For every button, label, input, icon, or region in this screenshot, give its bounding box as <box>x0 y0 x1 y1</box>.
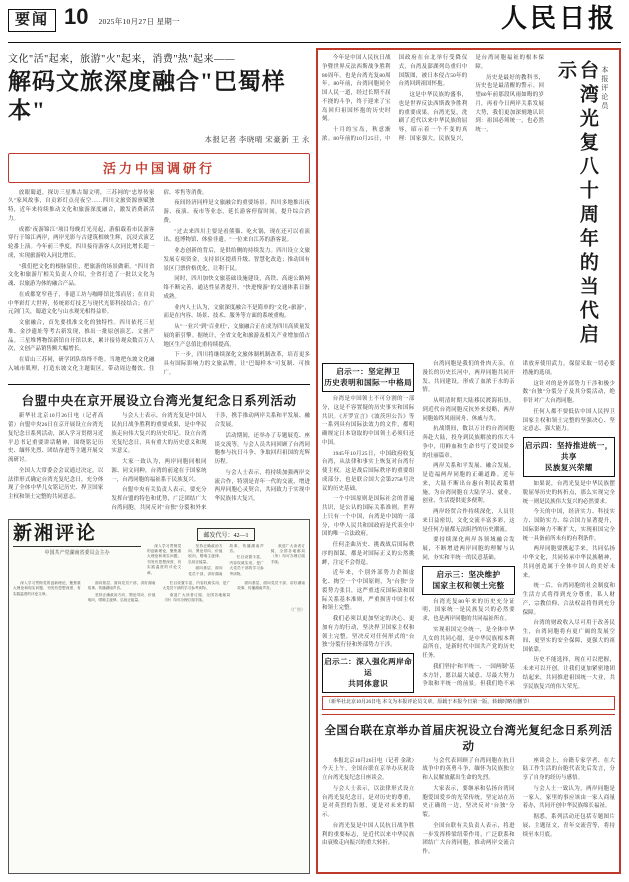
advertisement-header <box>13 524 305 577</box>
second-story-paragraph: 活动期间，还举办了专题展览、座谈交流等，与会人员共同回顾了台湾同胞参与抗日斗争、争取回归祖国的光辉历程。 <box>214 432 310 466</box>
second-story-body <box>8 412 310 512</box>
feature-lead-columns <box>322 54 544 144</box>
lead-paragraph: 在成都宽窄巷子，非遗工坊与咖啡馆比邻而居；在自贡中华彩灯大世界，传统彩灯技艺与现代光影科技结合；在广元剑门关，蜀道文化与山水观光相得益彰。 <box>8 291 155 316</box>
feature-section-heading-line2: 历史表明和国际一中格局 <box>324 378 413 387</box>
feature-top <box>322 54 615 360</box>
feature-paragraph: 抗战期间，数以万计的台湾同胞奔赴大陆，投身到民族解放的伟大斗争中，用鲜血和生命书写了爱国爱乡的壮丽篇章。 <box>422 426 515 459</box>
advertisement-paragraph: 深入学习贯彻党的创新理论，聚焦重大理论和现实问题，刊发有思想深度、有实践温度的评论文章。 <box>13 580 81 596</box>
feature-paragraph: 今年是中国人民抗日战争暨世界反法西斯战争胜利80周年，也是台湾光复80周年。80年前，台湾同胞同全国人民一道，经过长期不屈不挠的斗争，终于迎来了宝岛回归祖国怀抱的历史时刻。 <box>322 55 391 123</box>
advertisement-text <box>147 544 305 577</box>
lead-headline: 解码文旅深度融合"巴蜀样本" <box>8 69 286 123</box>
advertisement-brand <box>13 524 141 558</box>
advertisement-paragraph: 欢迎广大读者订阅，全国各地邮局（所）均可办理订阅手续。 <box>270 543 305 564</box>
bottom-story-paragraph: 台湾光复是中国人民抗日战争胜利的重要标志，是近代以来中华民族由衰败走向振兴的重大转折。 <box>322 822 415 847</box>
advertisement-subtitle: 中国共产党湖南省委员会主办 <box>44 550 110 556</box>
campaign-banner: 活力中国调研行 <box>8 153 310 183</box>
feature-paragraph: 今天的中国，经济实力、科技实力、国防实力、综合国力显著提升，国际影响力不断扩大，实现祖国完全统一具备前所未有的有利条件。 <box>522 509 615 542</box>
feature-section-heading-1 <box>322 363 414 392</box>
bottom-story-paragraph: 与会代表回顾了台湾同胞在抗日战争中的英勇斗争，缅怀为民族独立和人民解放献出生命的先烈。 <box>422 757 515 782</box>
advertisement-masthead: 新湘评论 <box>13 524 141 547</box>
feature-paragraph: 如果说，台湾光复是中华民族摆脱屈辱历史的转折点，那么实现完全统一则是民族伟大复兴的必然要求。 <box>522 481 615 505</box>
left-column <box>8 48 310 874</box>
lead-paragraph: "我们把文化的根脉留住，把旅游的场景做新。"四川省文化和旅游厅相关负责人介绍，全省打造了一批以文化为魂、以旅游为体的融合产品。 <box>8 263 155 287</box>
advertisement-facsimile <box>8 519 310 874</box>
feature-paragraph: 台湾是中国领土不可分割的一部分，这是不容置疑的历史事实和国际共识。《开罗宣言》《波茨坦公告》等一系列具有国际法效力的文件，都明确规定日本窃取的中国领土必须归还中国。 <box>322 396 415 446</box>
feature-lead-body <box>322 54 544 144</box>
feature-paragraph: 从明清时期大陆移民渡海拓垦，到近代台湾同胞反抗外来侵略，两岸同胞始终风雨同舟、休戚与共。 <box>422 398 515 422</box>
feature-paragraph: 我们坚持"和平统一、一国两制"基本方针，愿以最大诚意、尽最大努力争取和平统一的前景。但我们绝不承诺放弃使用武力，保留采取一切必要措施的选项。 <box>422 361 615 688</box>
feature-section-heading-line2: 共同体意识 <box>348 679 389 688</box>
feature-paragraph: 任何人都不要低估中国人民捍卫国家主权和领土完整的坚强决心、坚定意志、强大能力。 <box>522 408 615 433</box>
page-number: 10 <box>64 4 89 29</box>
feature-paragraph: 台湾的财政收入尽可用于改善民生，台湾同胞将有更广阔的发展空间、更坚实的安全保障、更强大的祖国依靠。 <box>522 620 615 653</box>
feature-paragraph: 历史是最好的教科书，历史也是最清醒的警示。回望80年前那段风雨如晦的岁月，再看今日两岸关系发展大势，我们更加深刻地认识到：祖国必须统一，也必然统一。 <box>475 74 544 133</box>
second-story-paragraph: 与会人士表示，将持续加强两岸交流合作，特别是青年一代的交流，增进两岸同胞心灵契合，共同致力于实现中华民族伟大复兴。 <box>214 469 310 503</box>
advertisement-text-lower <box>13 581 305 604</box>
bottom-story-paragraph: 与会人士一致认为，两岸同胞是一家人，家里的事应该由一家人商量着办，共同开创中华民族绵长福祉。 <box>522 785 615 810</box>
feature-section-heading-line1: 启示一：坚定捍卫 <box>336 367 401 376</box>
advertisement-paragraph: 面向基层、面向党员干部，讲好湖南故事，传播湖南声音。 <box>237 580 305 591</box>
feature-paragraph: 台湾光复80年来的历史充分证明，国家统一是民族复兴的必然要求，也是两岸同胞的共同福祉所在。 <box>422 598 515 622</box>
issue-date: 2025年10月27日 星期一 <box>98 17 180 26</box>
feature-paragraph: 这是中华民族的盛事，也是世界反法西斯战争胜利的重要成果。台湾光复，洗刷了近代以来中华民族的屈辱，昭示着一个不变的真理：国家强大，民族复兴，是台湾同胞福祉的根本保障。 <box>398 55 544 142</box>
second-story-paragraph: 与会人士表示，台湾光复是中国人民抗日战争胜利的重要成果，是中华民族走向伟大复兴的历史印记。设立台湾光复纪念日，具有重大的历史意义和现实意义。 <box>111 413 207 455</box>
feature-paragraph: 近年来，个别外部势力企图虚化、掏空一个中国原则，为"台独"分裂势力张目，这严重违反国际法和国际关系基本准则，严重损害中国主权和领土完整。 <box>322 570 415 612</box>
lead-kicker: 文化"活"起来，旅游"火"起来，消费"热"起来—— <box>8 54 235 65</box>
feature-paragraph: 要持续深化两岸各领域融合发展，不断增进两岸同胞的理解与认同，夯实和平统一的民意基础。 <box>422 537 515 561</box>
advertisement-paragraph: 栏目设置丰富，内容权威实用，是广大党员干部的学习参考读物。 <box>162 580 231 591</box>
second-story-paragraph: 全国人大常委会会议通过决定，以法律形式确定台湾光复纪念日，充分体现了全体中华儿女铭记历史、捍卫国家主权和领土完整的共同意志。 <box>8 467 104 501</box>
feature-section-heading-4 <box>523 437 615 477</box>
advertisement-paragraph: 坚持正确政治方向、舆论导向、价值取向，唱响主旋律、弘扬正能量。 <box>87 592 156 603</box>
feature-section-heading-3 <box>422 566 514 595</box>
advertisement-paragraph: 栏目设置丰富，内容权威实用，是广大党员干部的学习参考读物。 <box>229 555 264 576</box>
lead-paragraph: 下一步，四川将继续深化文旅体制机制改革，培育更多具有国际影响力的文旅品牌，让"巴蜀样本"可复制、可推广。 <box>163 352 310 376</box>
feature-paragraph: 十月的宝岛，秋意渐浓。80年前的10月25日，中国政府在台北举行受降仪式，台湾及澎湖列岛重归中国版图，被日本侵占50年的台湾回到祖国怀抱。 <box>322 55 468 142</box>
feature-section-heading-line2: 国家主权和领土完整 <box>432 580 505 590</box>
feature-vertical-title: 台湾光复八十周年的当代启示 <box>555 60 598 348</box>
masthead-left <box>8 6 180 32</box>
advertisement-paragraph: 欢迎广大读者订阅，全国各地邮局（所）均可办理订阅手续。 <box>162 592 231 603</box>
feature-paragraph: 任何歪曲历史、挑战战后国际秩序的图谋，都是对国际正义的公然挑衅，注定不会得逞。 <box>322 542 415 566</box>
feature-paragraph: 台湾同胞是我们的骨肉天亲。在漫长的历史长河中，两岸同胞共同开发、共同建设，形成了血浓于水的亲情。 <box>422 361 515 394</box>
feature-paragraph: 统一后，台湾同胞的社会制度和生活方式将得到充分尊重，私人财产、宗教信仰、合法权益将得到充分保障。 <box>522 583 615 616</box>
masthead <box>8 6 621 43</box>
advertisement-postal-code: 邮发代号：42—1 <box>197 528 254 541</box>
feature-section-heading-line2: 民族复兴荣耀 <box>544 463 593 472</box>
feature-paragraph: 1945年10月25日，中国政府收复台湾，从法律和事实上恢复对台湾行使主权。这是战后国际秩序的重要组成部分，也是联合国大会第2758号决议的历史基础。 <box>322 450 415 492</box>
second-story-lede: 新华社北京10月26日电（记者高蕾）台盟中央26日在京开展设立台湾光复纪念日系列活动，深入学习贯彻习近平总书记重要讲话精神，围绕铭记历史、缅怀先烈、团结奋进等主题开展交流研讨。 <box>8 413 104 464</box>
feature-section-heading-2 <box>322 653 414 693</box>
bottom-story-paragraph: 大家表示，要继承和弘扬台湾同胞爱国爱乡的光荣传统，坚定站在历史正确的一边，坚决反对"台独"分裂。 <box>422 785 515 819</box>
lead-paragraph: 业态创新的背后，是供给侧的持续发力。四川设立文旅发展专项资金，支持景区提质升级、智慧化改造；推动国有景区门票价格优化，让利于民。 <box>163 248 310 272</box>
feature-paragraph: 这针对的是外部势力干涉和极少数"台独"分裂分子及其分裂活动，绝非针对广大台湾同胞。 <box>522 380 615 404</box>
second-story-paragraph: 台盟中央有关负责人表示，要充分发挥台盟的特色和优势，广泛团结广大台湾同胞，共同反对"台独"分裂和外来干涉，携手推动两岸关系和平发展、融合发展。 <box>111 413 310 511</box>
feature-paragraph: 两岸经贸合作持续深化，人员往来日益密切，文化交流丰富多彩，这是任何力量都无法阻挡的历史潮流。 <box>422 509 515 533</box>
lead-paragraph: 放眼蜀道，探访三星堆古蜀文明，三苏祠的"忠厚传家久"家风故事，自贡彩灯点亮夜空……四川文旅资源禀赋独特，近年来持续推动文化和旅游深度融合，激发消费新活力。 <box>8 189 155 222</box>
lead-paragraph: "过去来四川主要是看熊猫、吃火锅，现在还可以看演出、逛博物馆、体验非遗。"一位来自江苏的游客说。 <box>163 228 310 244</box>
feature-paragraph: 两岸同胞要携起手来，共同弘扬中华文化，共同传承中华民族精神，共同创造属于全体中国人的美好未来。 <box>522 546 615 579</box>
feature-paragraph: 两岸关系和平发展、融合发展，是造福两岸同胞的正确道路。近年来，大陆不断出台惠台利民政策措施，为台湾同胞在大陆学习、就业、创业、生活提供更多便利。 <box>422 463 515 505</box>
bottom-story-paragraph: 座谈会上，台籍专家学者、在大陆工作生活的台胞代表先后发言，分享了自身的经历与感悟。 <box>522 757 615 782</box>
feature-section-heading-line1: 启示四：坚持推进统一，共享 <box>524 441 613 461</box>
advertisement-note: （广告） <box>289 606 305 612</box>
lead-paragraph: 业内人士认为，文旅深度融合不是简单的"文化+旅游"，而是在内容、场景、技术、服务等方面的系统重构。 <box>163 304 310 320</box>
section-badge: 要闻 <box>8 9 56 32</box>
bottom-story-lede: 本报北京10月26日电（记者 金歆）今天上午，全国台联在京举办庆祝设立台湾光复纪念日座谈会。 <box>322 757 415 782</box>
bottom-story-headline: 全国台联在京举办首届庆祝设立台湾光复纪念日系列活动 <box>324 724 613 753</box>
lead-paragraph: 成都"夜游锦江"项目每晚灯光亮起，游船载着市民游客穿行于锦江两岸，两岸光影与古建筑相映生辉，沉浸式演艺轮番上演。今年前三季度，四川接待游客人次同比增长超一成，实现旅游收入同比增长。 <box>8 226 155 259</box>
lead-body <box>8 189 310 378</box>
feature-paragraph: 一个中国原则是国际社会的普遍共识，是公认的国际关系准则。世界上只有一个中国，台湾是中国的一部分，中华人民共和国政府是代表全中国的唯一合法政府。 <box>322 496 415 538</box>
divider <box>8 384 310 385</box>
advertisement-paragraph: 面向基层、面向党员干部，讲好湖南故事，传播湖南声音。 <box>87 580 156 591</box>
advertisement-paragraph: 坚持正确政治方向、舆论导向、价值取向，唱响主旋律、弘扬正能量。 <box>188 543 223 564</box>
feature-section-heading-line1: 启示二：深入强化两岸命运 <box>324 657 413 677</box>
lead-paragraph: 文旅融合，首先要找准文化的独特性。四川依托三星堆、金沙遗址等考古新发现，推出一批原创演艺、文创产品。三星堆博物馆新馆自开馆以来，累计接待观众数百万人次，文创产品销售额大幅增长。 <box>8 320 155 353</box>
feature-section-heading-line1: 启示三：坚决维护 <box>436 569 501 579</box>
feature-paragraph: 实现祖国完全统一，是全体中华儿女的共同心愿，是中华民族根本利益所在，是新时代中国共产党的历史任务。 <box>422 626 515 659</box>
feature-paragraph: 我们必须以更加坚定的决心、更加有力的行动，坚决捍卫国家主权和领土完整，坚决反对任何形式的"台独"分裂行径和外部势力干涉。 <box>322 616 415 649</box>
lead-paragraph: 同时，四川加快文旅基础设施建设，高铁、高速公路网络不断完善，通达性显著提升，"快进慢游"的交通体系日渐成熟。 <box>163 276 310 300</box>
lead-paragraph: 从"一业兴"到"百业旺"，文旅融合正在成为四川高质量发展的新引擎。据统计，全省文化和旅游及相关产业增加值占地区生产总值比重持续提高。 <box>163 324 310 348</box>
advertisement-body <box>147 524 305 577</box>
bottom-story-paragraph: 全国台联有关负责人表示，将进一步发挥桥梁纽带作用，广泛联系和团结广大台湾同胞，推动两岸交流合作。 <box>422 822 515 856</box>
lead-paragraph: 夜间经济同样是文旅融合的重要场景。四川多地推出夜游、夜演、夜市等业态，延长游客停留时间，提升综合消费。 <box>163 200 310 224</box>
second-story-headline: 台盟中央在京开展设立台湾光复纪念日系列活动 <box>21 393 297 408</box>
bottom-story-paragraph: 与会人士表示，以法律形式设立台湾光复纪念日，是对历史的尊重，是对英烈的告慰，更是对未来的昭示。 <box>322 785 415 819</box>
feature-end-note: （新华社北京10月26日电 本文为本报评论员文章，原载于本报今日第一版，转载时略有删节） <box>322 696 615 710</box>
feature-paragraph: 历史不能选择，现在可以把握，未来可以开创。让我们更加紧密地团结起来，共同推进祖国统一大业，共享民族复兴的伟大荣光。 <box>522 657 615 690</box>
body-grid <box>8 48 621 874</box>
bottom-story-body <box>322 757 615 857</box>
feature-sections <box>322 360 615 693</box>
paper-title: 人民日报 <box>500 4 617 33</box>
advertisement-paragraph: 面向基层、面向党员干部，讲好湖南故事，传播湖南声音。 <box>188 543 264 576</box>
bottom-story-paragraph: 据悉，系列活动还包括专题图片展、主题征文、青年交流营等，将持续至本月底。 <box>522 814 615 838</box>
advertisement-paragraph: 深入学习贯彻党的创新理论，聚焦重大理论和现实问题，刊发有思想深度、有实践温度的评论文章。 <box>147 543 182 575</box>
lead-byline: 本报记者 李晓晴 宋豪新 王 永 <box>204 134 310 144</box>
feature-vertical-title-wrap <box>549 54 615 360</box>
divider-red <box>322 714 615 715</box>
feature-vertical-signature: 本报评论员 <box>600 66 609 111</box>
second-story-paragraph: 大家一致认为，两岸同胞同根同源、同文同种，台湾的前途在于国家统一，台湾同胞的福祉系于民族复兴。 <box>111 459 207 483</box>
lead-paragraph: 在眉山三苏祠，研学团队络绎不绝。当地把东坡文化融入城市肌理，打造东坡文化主题街区，带动周边餐饮、住宿、零售等消费。 <box>8 189 208 372</box>
right-column-feature <box>316 48 621 874</box>
